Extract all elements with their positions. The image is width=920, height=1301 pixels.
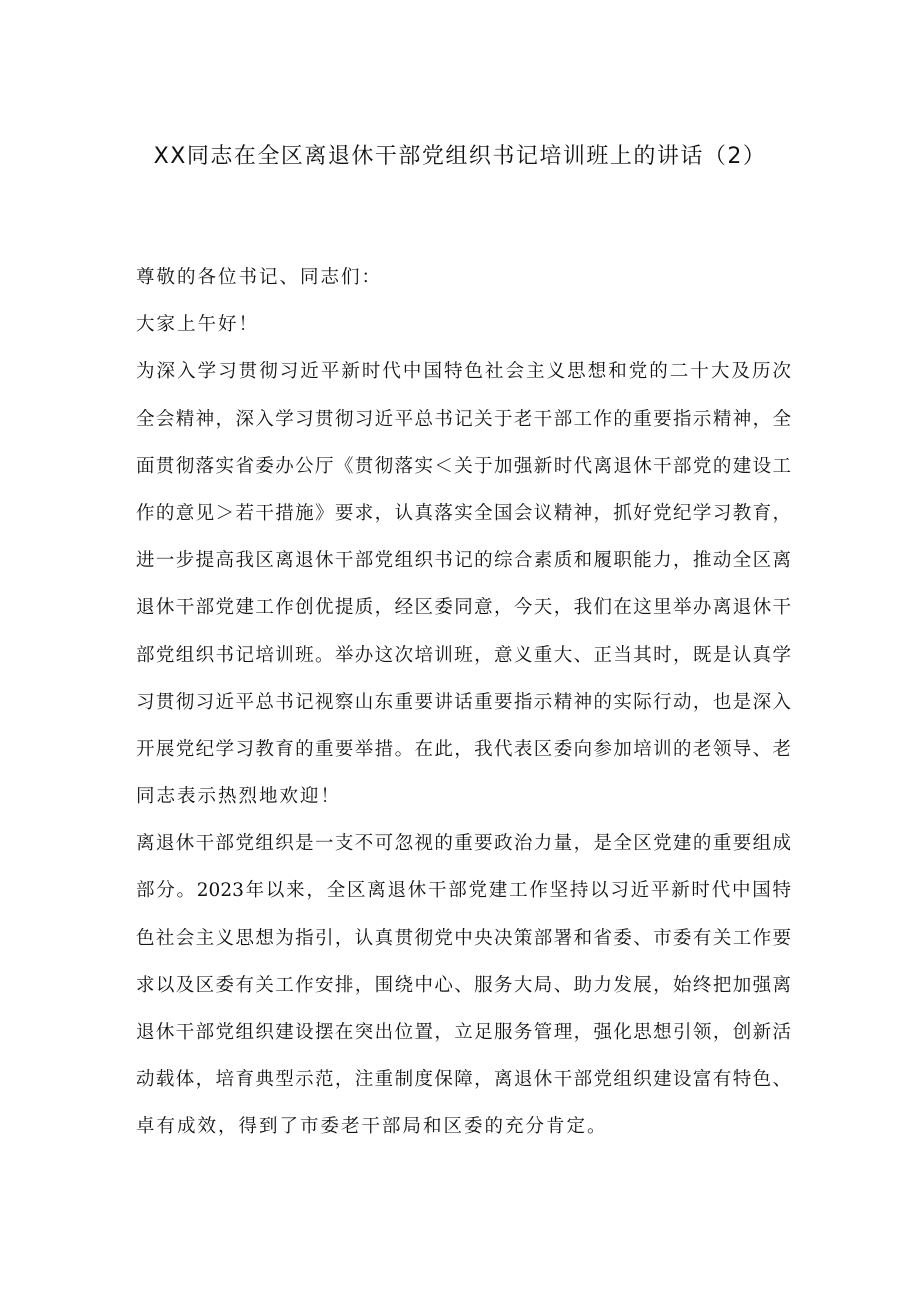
paragraph-line: 作的意见＞若干措施》要求，认真落实全国会议精神，抓好党纪学习教育， bbox=[136, 502, 791, 524]
document-body bbox=[136, 254, 791, 1151]
paragraph-line: 同志表示热烈地欢迎！ bbox=[136, 786, 342, 808]
paragraph-line: 全会精神，深入学习贯彻习近平总书记关于老干部工作的重要指示精神，全 bbox=[136, 408, 791, 430]
paragraph-line: 动载体，培育典型示范，注重制度保障，离退休干部党组织建设富有特色、 bbox=[136, 1069, 791, 1091]
paragraph-line: 退休干部党组织建设摆在突出位置，立足服务管理，强化思想引领，创新活 bbox=[136, 1022, 791, 1043]
paragraph-line: 退休干部党建工作创优提质，经区委同意，今天，我们在这里举办离退休干 bbox=[136, 597, 791, 619]
greeting-line: 大家上午好！ bbox=[136, 314, 260, 336]
paragraph-line: 部分。2023年以来，全区离退休干部党建工作坚持以习近平新时代中国特 bbox=[136, 880, 791, 902]
paragraph-line: 面贯彻落实省委办公厅《贯彻落实＜关于加强新时代离退休干部党的建设工 bbox=[136, 455, 791, 477]
paragraph-line: 卓有成效，得到了市委老干部局和区委的充分肯定。 bbox=[136, 1116, 608, 1138]
paragraph-line: 离退休干部党组织是一支不可忽视的重要政治力量，是全区党建的重要组成 bbox=[136, 833, 791, 855]
paragraph-line: 部党组织书记培训班。举办这次培训班，意义重大、正当其时，既是认真学 bbox=[136, 644, 791, 666]
greeting-line: 尊敬的各位书记、同志们： bbox=[136, 267, 383, 288]
paragraph-line: 开展党纪学习教育的重要举措。在此，我代表区委向参加培训的老领导、老 bbox=[136, 738, 791, 760]
paragraph-line: 为深入学习贯彻习近平新时代中国特色社会主义思想和党的二十大及历次 bbox=[136, 361, 791, 383]
paragraph-line: 习贯彻习近平总书记视察山东重要讲话重要指示精神的实际行动，也是深入 bbox=[136, 691, 791, 713]
paragraph-line: 色社会主义思想为指引，认真贯彻党中央决策部署和省委、市委有关工作要 bbox=[136, 927, 791, 949]
document-title: XX同志在全区离退休干部党组织书记培训班上的讲话（2） bbox=[153, 144, 767, 169]
paragraph-line: 求以及区委有关工作安排，围绕中心、服务大局、助力发展，始终把加强离 bbox=[136, 974, 791, 996]
paragraph-line: 进一步提高我区离退休干部党组织书记的综合素质和履职能力，推动全区离 bbox=[136, 550, 791, 572]
